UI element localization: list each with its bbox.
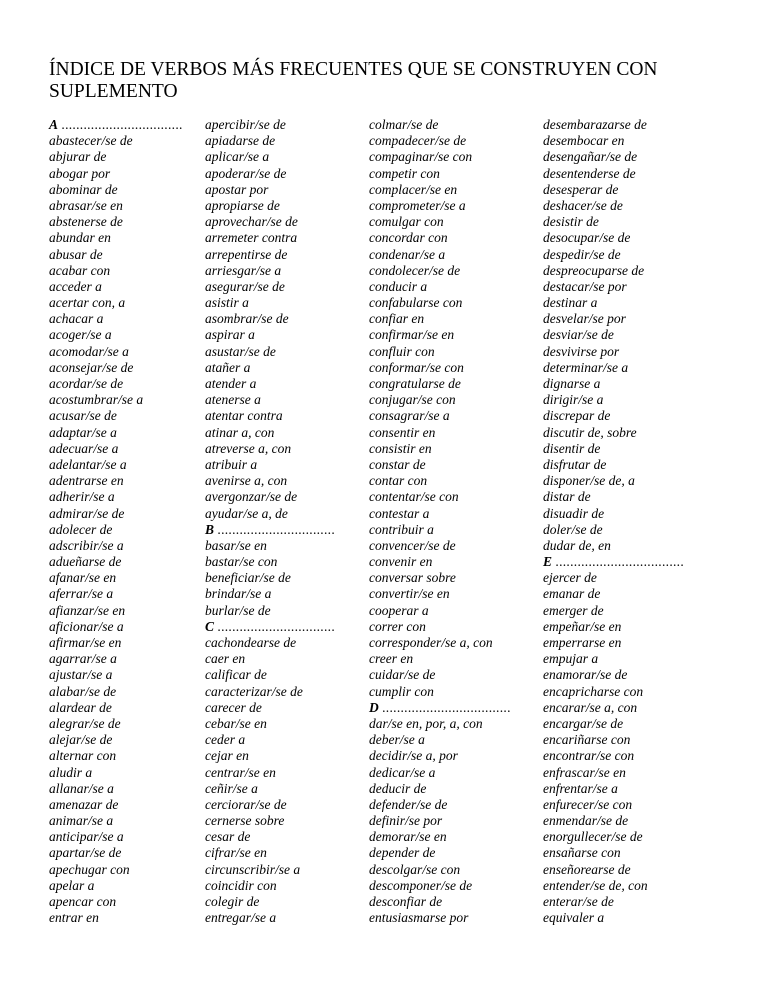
verb-entry: abusar de xyxy=(49,246,103,262)
verb-entry: encontrar/se con xyxy=(543,748,635,764)
verb-entry: cachondearse de xyxy=(205,635,297,650)
verb-entry: caracterizar/se de xyxy=(205,683,303,699)
verb-column-2 xyxy=(205,117,353,926)
verb-entry: brindar/se a xyxy=(205,586,272,602)
letter-heading xyxy=(205,619,353,635)
verb-entry: cooperar a xyxy=(369,602,429,618)
verb-entry: aludir a xyxy=(49,764,93,780)
verb-entry: conjugar/se con xyxy=(369,392,456,408)
verb-entry: apropiarse de xyxy=(205,197,280,213)
verb-entry: desembarazarse de xyxy=(543,117,647,132)
verb-entry: deber/se a xyxy=(369,732,425,748)
verb-entry: decidir/se a, por xyxy=(369,748,458,764)
verb-entry: encargar/se de xyxy=(543,715,624,731)
verb-entry: admirar/se de xyxy=(49,505,125,521)
verb-entry: demorar/se en xyxy=(369,829,447,845)
verb-entry: beneficiar/se de xyxy=(205,570,291,586)
verb-entry: condolecer/se de xyxy=(369,262,461,278)
verb-entry: emerger de xyxy=(543,602,604,618)
verb-entry: apoderar/se de xyxy=(205,165,287,181)
verb-entry: comulgar con xyxy=(369,214,444,230)
verb-entry: discutir de, sobre xyxy=(543,424,637,440)
verb-entry: deshacer/se de xyxy=(543,197,623,213)
verb-entry: creer en xyxy=(369,651,414,667)
verb-entry: concordar con xyxy=(369,230,448,246)
verb-entry: coincidir con xyxy=(205,877,277,893)
verb-entry: condenar/se a xyxy=(369,246,446,262)
verb-entry: colmar/se de xyxy=(369,117,439,132)
verb-entry: acoger/se a xyxy=(49,327,112,343)
verb-entry: discrepar de xyxy=(543,408,611,424)
verb-entry: cesar de xyxy=(205,829,251,845)
verb-entry: acabar con xyxy=(49,262,111,278)
verb-entry: disponer/se de, a xyxy=(543,473,635,489)
verb-entry: apartar/se de xyxy=(49,845,122,861)
verb-entry: descolgar/se con xyxy=(369,861,461,877)
verb-entry: asustar/se de xyxy=(205,343,276,359)
verb-entry: apechugar con xyxy=(49,861,130,877)
verb-entry: desentenderse de xyxy=(543,165,636,181)
verb-entry: cumplir con xyxy=(369,683,434,699)
verb-entry: confluir con xyxy=(369,343,435,359)
verb-entry: ejercer de xyxy=(543,570,597,586)
verb-entry: adaptar/se a xyxy=(49,424,117,440)
verb-entry: apencar con xyxy=(49,894,117,909)
verb-entry: afanar/se en xyxy=(49,570,117,586)
verb-entry: encapricharse con xyxy=(543,683,644,699)
verb-entry: abundar en xyxy=(49,230,111,246)
verb-entry: aspirar a xyxy=(205,327,255,343)
letter-heading xyxy=(369,700,529,716)
verb-entry: conformar/se con xyxy=(369,359,464,375)
verb-entry: doler/se de xyxy=(543,521,603,537)
letter-heading-label: D xyxy=(369,699,379,715)
verb-entry: abogar por xyxy=(49,165,111,181)
verb-entry: despedir/se de xyxy=(543,246,621,262)
verb-entry: bastar/se con xyxy=(205,554,278,570)
verb-entry: enorgullecer/se de xyxy=(543,829,643,845)
verb-entry: ensañarse con xyxy=(543,845,621,861)
verb-entry: emperrarse en xyxy=(543,635,622,650)
verb-entry: abastecer/se de xyxy=(49,133,133,149)
verb-entry: complacer/se en xyxy=(369,181,458,197)
letter-heading xyxy=(49,117,197,133)
verb-entry: desembocar en xyxy=(543,133,625,149)
verb-entry: adelantar/se a xyxy=(49,456,127,472)
verb-entry: conversar sobre xyxy=(369,570,456,586)
verb-entry: aplicar/se a xyxy=(205,149,270,165)
verb-entry: congratularse de xyxy=(369,376,461,391)
dot-leader: ................................... xyxy=(555,554,685,570)
verb-entry: cejar en xyxy=(205,748,249,764)
verb-column-3 xyxy=(369,117,529,926)
verb-entry: consagrar/se a xyxy=(369,408,450,424)
verb-entry: asegurar/se de xyxy=(205,278,285,294)
verb-entry: atentar contra xyxy=(205,408,283,424)
verb-entry: disuadir de xyxy=(543,505,605,521)
verb-entry: apercibir/se de xyxy=(205,117,286,132)
verb-entry: afianzar/se en xyxy=(49,602,126,618)
verb-entry: encariñarse con xyxy=(543,732,631,748)
verb-entry: compadecer/se de xyxy=(369,133,467,149)
verb-entry: calificar de xyxy=(205,667,267,683)
verb-entry: ceñir/se a xyxy=(205,780,258,796)
letter-heading-label: A xyxy=(49,117,59,132)
verb-entry: contestar a xyxy=(369,505,430,521)
verb-entry: constar de xyxy=(369,456,426,472)
verb-entry: atenerse a xyxy=(205,392,261,408)
verb-entry: dignarse a xyxy=(543,376,601,391)
verb-entry: adolecer de xyxy=(49,521,113,537)
verb-entry: desocupar/se de xyxy=(543,230,631,246)
verb-entry: enfurecer/se con xyxy=(543,796,633,812)
verb-entry: contar con xyxy=(369,473,428,489)
verb-entry: emanar de xyxy=(543,586,601,602)
verb-entry: avenirse a, con xyxy=(205,473,288,489)
dot-leader: ................................. xyxy=(61,117,183,132)
verb-entry: apostar por xyxy=(205,181,269,197)
letter-heading xyxy=(543,554,703,570)
verb-entry: asistir a xyxy=(205,295,249,311)
verb-entry: adscribir/se a xyxy=(49,537,124,553)
verb-entry: descomponer/se de xyxy=(369,877,473,893)
verb-entry: cuidar/se de xyxy=(369,667,436,683)
verb-entry: deducir de xyxy=(369,780,427,796)
verb-entry: cebar/se en xyxy=(205,715,267,731)
verb-entry: apiadarse de xyxy=(205,133,276,149)
verb-entry: encarar/se a, con xyxy=(543,699,638,715)
verb-entry: aferrar/se a xyxy=(49,586,114,602)
dot-leader: ................................... xyxy=(382,699,511,715)
verb-entry: atribuir a xyxy=(205,456,258,472)
verb-entry: enfrascar/se en xyxy=(543,764,626,780)
verb-entry: alejar/se de xyxy=(49,732,113,748)
verb-entry: acertar con, a xyxy=(49,295,126,311)
verb-entry: ceder a xyxy=(205,732,246,748)
verb-entry: abstenerse de xyxy=(49,214,123,230)
verb-entry: desvivirse por xyxy=(543,343,620,359)
verb-entry: competir con xyxy=(369,165,440,181)
verb-entry: cernerse sobre xyxy=(205,813,285,829)
verb-entry: aprovechar/se de xyxy=(205,214,298,230)
dot-leader: ................................ xyxy=(217,521,335,537)
verb-entry: ajustar/se a xyxy=(49,667,113,683)
verb-entry: entregar/se a xyxy=(205,910,277,926)
verb-entry: ayudar/se a, de xyxy=(205,505,288,521)
verb-entry: caer en xyxy=(205,651,246,667)
verb-entry: atinar a, con xyxy=(205,424,275,440)
verb-entry: correr con xyxy=(369,618,426,634)
verb-entry: dar/se en, por, a, con xyxy=(369,715,483,731)
verb-entry: acostumbrar/se a xyxy=(49,392,144,408)
verb-entry: empujar a xyxy=(543,651,599,667)
verb-entry: basar/se en xyxy=(205,537,267,553)
verb-entry: convencer/se de xyxy=(369,537,456,553)
verb-entry: entrar en xyxy=(49,910,99,926)
verb-entry: adecuar/se a xyxy=(49,440,119,456)
verb-entry: acordar/se de xyxy=(49,376,124,391)
verb-entry: desengañar/se de xyxy=(543,149,638,165)
verb-entry: desesperar de xyxy=(543,181,619,197)
verb-entry: destinar a xyxy=(543,295,598,311)
verb-entry: acceder a xyxy=(49,278,102,294)
verb-entry: acusar/se de xyxy=(49,408,117,424)
verb-entry: agarrar/se a xyxy=(49,651,117,667)
verb-entry: conducir a xyxy=(369,278,428,294)
verb-entry: confiar en xyxy=(369,311,425,327)
verb-entry: destacar/se por xyxy=(543,278,627,294)
verb-entry: desconfiar de xyxy=(369,894,443,909)
verb-entry: disfrutar de xyxy=(543,456,607,472)
verb-entry: afirmar/se en xyxy=(49,635,122,650)
verb-entry: disentir de xyxy=(543,440,601,456)
verb-entry: confabularse con xyxy=(369,295,463,311)
verb-entry: asombrar/se de xyxy=(205,311,289,327)
verb-entry: carecer de xyxy=(205,699,262,715)
verb-entry: despreocuparse de xyxy=(543,262,645,278)
verb-entry: allanar/se a xyxy=(49,780,114,796)
letter-heading-label: E xyxy=(543,554,553,570)
verb-entry: aconsejar/se de xyxy=(49,359,134,375)
verb-entry: abjurar de xyxy=(49,149,107,165)
verb-entry: cerciorar/se de xyxy=(205,796,287,812)
verb-entry: acomodar/se a xyxy=(49,343,129,359)
verb-column-1 xyxy=(49,117,197,926)
verb-entry: corresponder/se a, con xyxy=(369,635,493,650)
verb-entry: achacar a xyxy=(49,311,104,327)
verb-entry: distar de xyxy=(543,489,591,505)
verb-entry: atender a xyxy=(205,376,257,391)
verb-entry: burlar/se de xyxy=(205,602,271,618)
verb-entry: empeñar/se en xyxy=(543,618,622,634)
verb-entry: definir/se por xyxy=(369,813,443,829)
verb-entry: dirigir/se a xyxy=(543,392,604,408)
verb-entry: desvelar/se por xyxy=(543,311,626,327)
verb-entry: centrar/se en xyxy=(205,764,276,780)
verb-entry: arrepentirse de xyxy=(205,246,288,262)
verb-entry: avergonzar/se de xyxy=(205,489,298,505)
verb-entry: determinar/se a xyxy=(543,359,629,375)
verb-entry: cifrar/se en xyxy=(205,845,267,861)
verb-entry: enmendar/se de xyxy=(543,813,629,829)
verb-entry: desviar/se de xyxy=(543,327,614,343)
verb-entry: depender de xyxy=(369,845,436,861)
verb-entry: adentrarse en xyxy=(49,473,124,489)
letter-heading-label: C xyxy=(205,618,215,634)
verb-entry: arriesgar/se a xyxy=(205,262,282,278)
verb-entry: enfrentar/se a xyxy=(543,780,618,796)
verb-entry: animar/se a xyxy=(49,813,114,829)
verb-entry: alardear de xyxy=(49,699,112,715)
verb-entry: colegir de xyxy=(205,894,260,909)
verb-entry: dudar de, en xyxy=(543,537,611,553)
dot-leader: ................................ xyxy=(217,618,335,634)
verb-entry: anticipar/se a xyxy=(49,829,124,845)
verb-entry: desistir de xyxy=(543,214,599,230)
verb-entry: convenir en xyxy=(369,554,433,570)
verb-entry: dedicar/se a xyxy=(369,764,436,780)
verb-entry: alabar/se de xyxy=(49,683,117,699)
verb-entry: alegrar/se de xyxy=(49,715,121,731)
verb-entry: arremeter contra xyxy=(205,230,298,246)
verb-entry: defender/se de xyxy=(369,796,448,812)
verb-entry: entender/se de, con xyxy=(543,877,648,893)
verb-entry: convertir/se en xyxy=(369,586,450,602)
verb-entry: atreverse a, con xyxy=(205,440,292,456)
verb-entry: equivaler a xyxy=(543,910,605,926)
verb-entry: adueñarse de xyxy=(49,554,122,570)
page-title: ÍNDICE DE VERBOS MÁS FRECUENTES QUE SE CONSTRUYEN CON SUPLEMENTO xyxy=(49,59,658,102)
verb-entry: atañer a xyxy=(205,359,251,375)
verb-entry: alternar con xyxy=(49,748,117,764)
verb-entry: enterar/se de xyxy=(543,894,614,909)
verb-entry: enseñorearse de xyxy=(543,861,631,877)
verb-entry: aficionar/se a xyxy=(49,618,124,634)
verb-entry: apelar a xyxy=(49,877,95,893)
verb-column-4 xyxy=(543,117,703,926)
verb-entry: comprometer/se a xyxy=(369,197,466,213)
verb-entry: consentir en xyxy=(369,424,436,440)
verb-entry: confirmar/se en xyxy=(369,327,455,343)
verb-entry: abominar de xyxy=(49,181,118,197)
verb-entry: consistir en xyxy=(369,440,432,456)
verb-entry: enamorar/se de xyxy=(543,667,628,683)
verb-entry: compaginar/se con xyxy=(369,149,473,165)
verb-entry: contentar/se con xyxy=(369,489,459,505)
verb-entry: abrasar/se en xyxy=(49,197,123,213)
verb-entry: adherir/se a xyxy=(49,489,115,505)
verb-entry: contribuir a xyxy=(369,521,434,537)
verb-entry: amenazar de xyxy=(49,796,119,812)
letter-heading xyxy=(205,522,353,538)
verb-entry: entusiasmarse por xyxy=(369,910,469,926)
letter-heading-label: B xyxy=(205,521,215,537)
verb-entry: circunscribir/se a xyxy=(205,861,301,877)
